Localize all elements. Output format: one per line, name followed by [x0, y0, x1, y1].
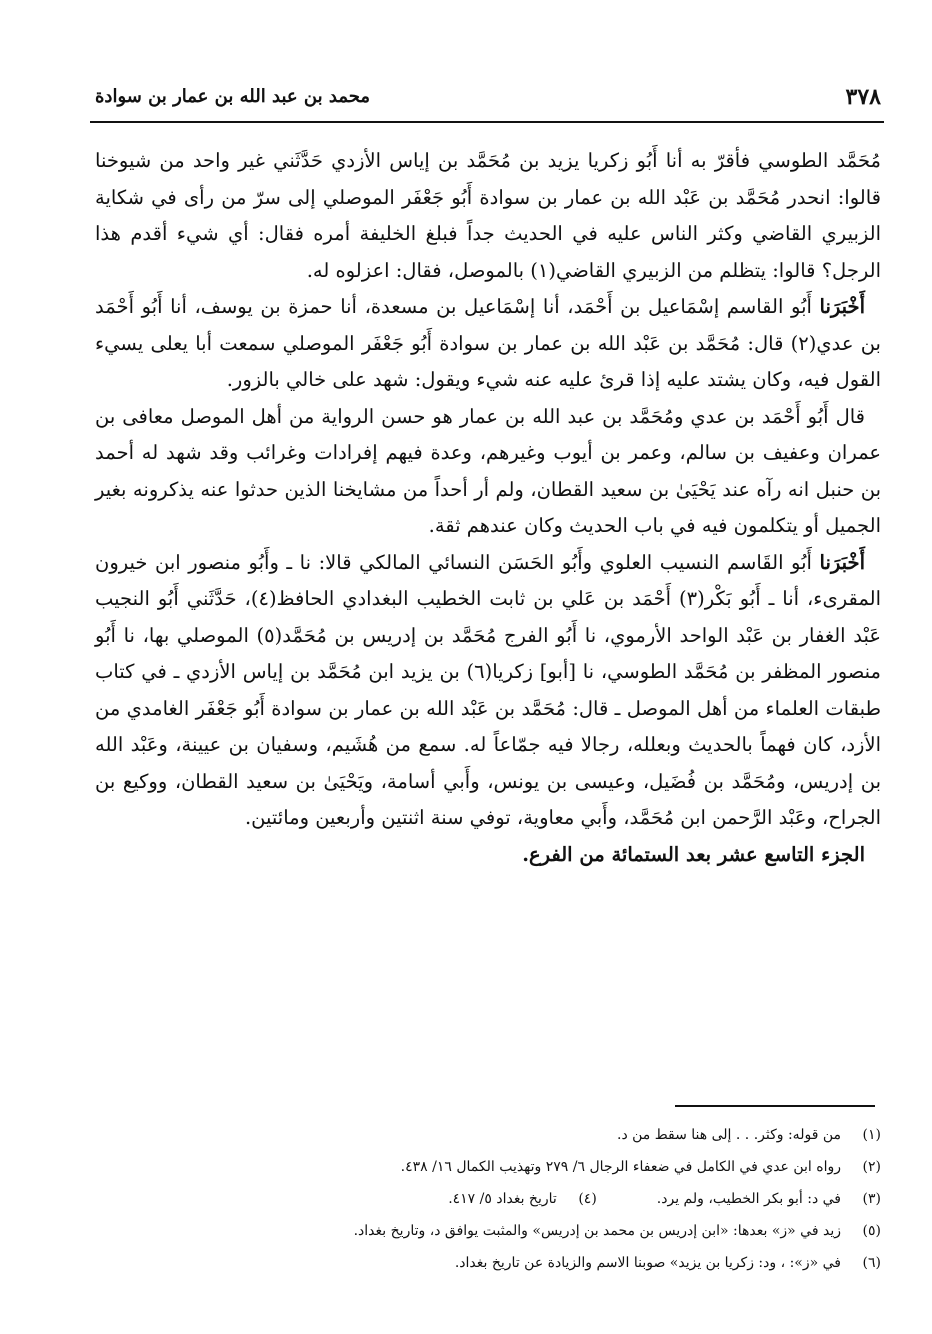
footnote-number: (١)	[862, 1127, 881, 1143]
paragraph-2-lead: أَخْبَرَنا	[819, 295, 865, 318]
paragraph-4-text: أَبُو القَاسم النسيب العلوي وأَبُو الحَسَن النسائي المالكي قالا: نا ـ وأَبُو منصور ابن خيرون المقرىء، أنا ـ أَبُو بَكْر(٣) أَحْمَد بن عَلي بن ثابت الخطيب البغدادي الحافظ(٤)، حَدَّثَني أَبُو النجيب عَبْد الغفار بن عَبْد الواحد الأرموي، نا أَبُو الفرج مُحَمَّد بن إدريس بن مُحَمَّد(٥) الموصلي بها، نا أَبُو منصور المظفر بن مُحَمَّد الطوسي، نا [أبو] زكريا(٦) بن يزيد ابن مُحَمَّد بن إياس الأزدي ـ في كتاب طبقات العلماء من أهل الموصل ـ قال: مُحَمَّد بن عَبْد الله بن عمار بن سوادة أَبُو جَعْفَر الغامدي من الأزد، كان فهماً بالحديث وبعلله، رجالا فيه جمّاعاً له. سمع من هُشَيم، وسفيان بن عيينة، وعَبْد الله بن إدريس، ومُحَمَّد بن فُضَيل، وعيسى بن يونس، وأَبي أسامة، ويَحْيَىٰ بن سعيد القطان، ووكيع بن الجراح، وعَبْد الرَّحمن ابن مُحَمَّد، وأَبي معاوية، توفي سنة اثنتين وأربعين ومائتين.	[95, 550, 882, 829]
header-rule	[90, 121, 884, 123]
paragraph-4	[95, 545, 881, 837]
footnote-number: (٥)	[862, 1223, 881, 1239]
footnote-text: من قوله: وكثر. . . إلى هنا سقط من د.	[617, 1127, 841, 1143]
footnote-rule	[675, 1105, 875, 1107]
footnote-number: (٦)	[862, 1255, 881, 1271]
page-number: ٣٧٨	[845, 84, 881, 110]
paragraph-2	[95, 289, 881, 399]
footnote-text: رواه ابن عدي في الكامل في ضعفاء الرجال ٦/ ٢٧٩ وتهذيب الكمال ١٦/ ٤٣٨.	[400, 1159, 841, 1175]
footnote-3-4	[95, 1183, 881, 1215]
paragraph-2-text: أَبُو القاسم إسْمَاعيل بن أَحْمَد، أنا إسْمَاعيل بن مسعدة، أنا حمزة بن يوسف، أنا أَبُو أَحْمَد بن عدي(٢) قال: مُحَمَّد بن عَبْد الله بن عمار بن سوادة أَبُو جَعْفَر الموصلي سمعت أبا يعلى يسيء القول فيه، وكان يشتد عليه إذا قرئ عليه عنه شيء ويقول: شهد على خالي بالزور.	[95, 295, 881, 391]
footnote-number: (٣)	[862, 1191, 881, 1207]
footnote-1	[95, 1119, 881, 1151]
footnote-text: في د: أبو بكر الخطيب، ولم يرد.	[656, 1191, 841, 1207]
paragraph-4-lead: أَخْبَرَنا	[819, 550, 865, 574]
footnote-5	[95, 1215, 881, 1247]
footnote-text: في «ز»: ، ود: زكريا بن يزيد» صوبنا الاسم والزيادة عن تاريخ بغداد.	[454, 1255, 841, 1271]
footnote-number: (٢)	[862, 1159, 881, 1175]
footnote-text: زيد في «ز» بعدها: «ابن إدريس بن محمد بن إدريس» والمثبت يوافق د، وتاريخ بغداد.	[353, 1223, 841, 1239]
closing-line: الجزء التاسع عشر بعد الستمائة من الفرع.	[522, 842, 865, 866]
paragraph-3: قال أَبُو أَحْمَد بن عدي ومُحَمَّد بن عبد الله بن عمار هو حسن الرواية من أهل الموصل معافى بن عمران وعفيف بن سالم، وعمر بن أيوب وغيرهم، وعدة فيهم إفرادات وغرائب وقد شهد له أحمد بن حنبل انه رآه عند يَحْيَىٰ بن سعيد القطان، ولم أر أحداً من مشايخنا الذين حدثوا عنه يذكرونه بغير الجميل أو يتكلمون فيه في باب الحديث وكان عندهم ثقة.	[95, 404, 881, 537]
main-text	[95, 143, 881, 873]
footnote-2	[95, 1151, 881, 1183]
page-header	[95, 84, 881, 118]
footnotes	[95, 1119, 881, 1279]
footnote-text: تاريخ بغداد ٥/ ٤١٧.	[448, 1191, 557, 1207]
running-title: محمد بن عبد الله بن عمار بن سوادة	[95, 86, 370, 107]
footnote-6	[95, 1247, 881, 1279]
footnote-number: (٤)	[578, 1191, 597, 1207]
paragraph-1: مُحَمَّد الطوسي فأقرّ به أنا أَبُو زكريا يزيد بن مُحَمَّد بن إياس الأزدي حَدَّثَني غير واحد من شيوخنا قالوا: انحدر مُحَمَّد بن عَبْد الله بن عمار بن سوادة أَبُو جَعْفَر الموصلي إلى سرّ من رأى في شكاية الزبيري القاضي وكثر الناس عليه في الحديث جداً فبلغ الخليفة أمره فقال: أي شيء أقدم هذا الرجل؟ قالوا: يتظلم من الزبيري القاضي(١) بالموصل، فقال: اعزلوه له.	[95, 149, 881, 282]
